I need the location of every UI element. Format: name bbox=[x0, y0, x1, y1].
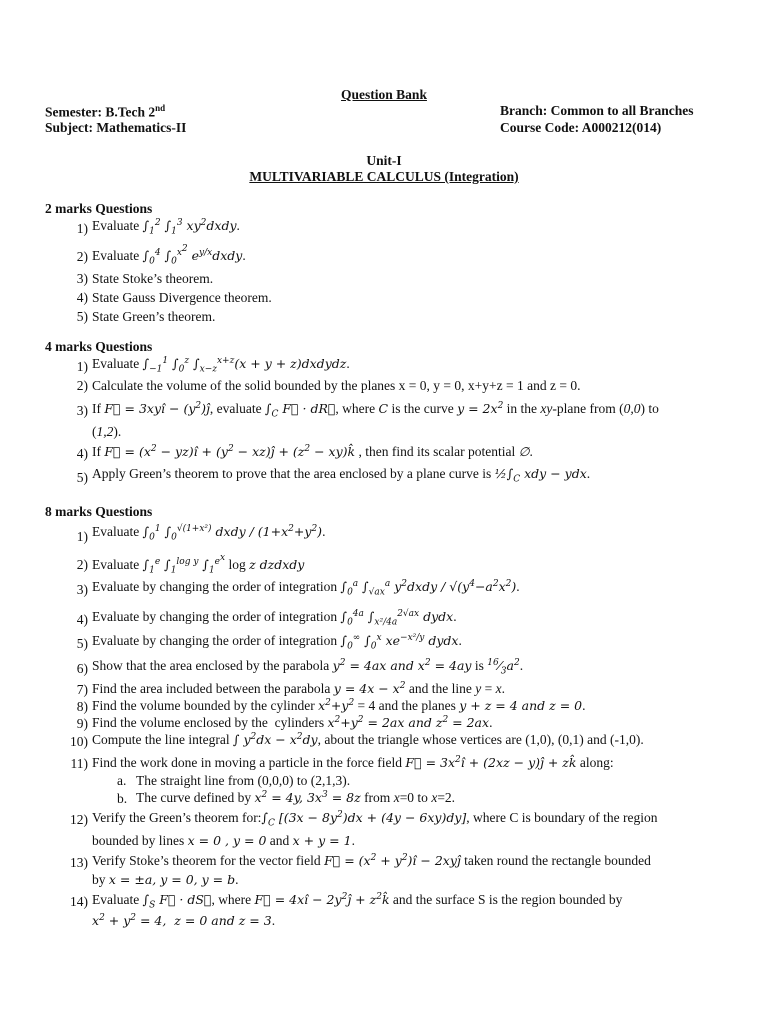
subquestion-text: The curve defined by $x^2 = 4y$, $3x^3 = 8z$ from x=0 to x=2. bbox=[136, 790, 456, 806]
question-text: Apply Green’s theorem to prove that the area enclosed by a plane curve is $\frac{1}{2}\int_C$ xdy − ydx. bbox=[92, 466, 591, 485]
question-text: Compute the line integral ∫ $y^2dx - x^2dy$, about the triangle whose vertices are (1,0), (0,1) and (-1,0). bbox=[92, 732, 644, 748]
question-number: 3) bbox=[76, 582, 88, 597]
question-number: 1) bbox=[76, 359, 88, 374]
question-number: 10) bbox=[70, 734, 88, 749]
question-text: State Green’s theorem. bbox=[92, 309, 216, 324]
question-text-continued: (1,2). bbox=[92, 424, 122, 439]
question-text: Evaluate by changing the order of integration $\int_0^\infty$ $\int_0^x$ $xe^{-x^2/y}$ dydx. bbox=[92, 633, 462, 652]
question-number: 5) bbox=[76, 309, 88, 324]
subquestion-label: b. bbox=[117, 791, 128, 806]
question-text: Evaluate $\int_0^1$ $\int_0^{√(1+x^2)}$ dxdy / $(1+x^2+y^2)$. bbox=[92, 524, 326, 543]
question-text: If F⃗ = ($x^2$ − yz)î + ($y^2$ − xz)ĵ + ($z^2$ − xy)k̂ , then find its scalar potential ∅. bbox=[92, 444, 533, 460]
question-text: State Gauss Divergence theorem. bbox=[92, 290, 272, 305]
question-text: Verify Stoke’s theorem for the vector field F⃗ = ($x^2$ + $y^2)î$ − 2xyĵ taken round the rectangle bounded bbox=[92, 853, 651, 869]
question-number: 5) bbox=[76, 470, 88, 485]
question-text: State Stoke’s theorem. bbox=[92, 271, 214, 286]
question-number: 2) bbox=[76, 378, 88, 393]
question-text: If F⃗ = 3xyî − $(y^2)ĵ$, evaluate $\int_C$ F⃗ · dR⃗, where C is the curve $y = 2x^2$ in the xy-plane from (0,0) to bbox=[92, 401, 659, 420]
question-number: 3) bbox=[76, 271, 88, 286]
question-number: 3) bbox=[76, 403, 88, 418]
question-text: Evaluate $\int_0^4$ $\int_0^{x^2}$ $e^{y/x}dxdy$. bbox=[92, 244, 246, 267]
question-number: 1) bbox=[76, 221, 88, 236]
section-heading-2-marks: 2 marks Questions bbox=[45, 201, 153, 216]
question-text: Evaluate by changing the order of integration $\int_0^a$ $\int_{√ax}^a$ $y^2dxdy / √(y^4-a^2x^2)$. bbox=[92, 579, 520, 598]
subject-label: Subject: Mathematics-II bbox=[45, 120, 187, 135]
question-text: Find the volume enclosed by the cylinders $x^2+y^2 = 2ax$ and $z^2 = 2ax$. bbox=[92, 715, 493, 731]
question-text-continued: $x^2 + y^2 = 4$, z = 0 and z = 3. bbox=[92, 913, 276, 929]
document-title: Question Bank bbox=[341, 87, 427, 102]
question-text-continued: bounded by lines x = 0 , y = 0 and x + y = 1. bbox=[92, 833, 355, 848]
question-text: Evaluate by changing the order of integration $\int_0^{4a}$ $\int_{x^2/4a}^{2√ax}$ dydx. bbox=[92, 609, 457, 628]
unit-title: MULTIVARIABLE CALCULUS (Integration) bbox=[249, 169, 519, 184]
question-text: Find the area included between the parabola $y = 4x - x^2$ and the line y = x. bbox=[92, 681, 505, 697]
question-text: Show that the area enclosed by the parabola $y^2 = 4ax$ and $x^2 = 4ay$ is $^{16}⁄_3a^2$. bbox=[92, 658, 524, 677]
section-heading-4-marks: 4 marks Questions bbox=[45, 339, 153, 354]
question-number: 2) bbox=[76, 557, 88, 572]
question-text: Evaluate $\int_{-1}^1$ $\int_0^z$ $\int_{x-z}^{x+z}(x + y$ + z)dxdydz. bbox=[92, 356, 350, 375]
branch-label: Branch: Common to all Branches bbox=[500, 103, 694, 118]
question-text-continued: by x = ±a, y = 0, y = b. bbox=[92, 872, 239, 887]
question-text: Verify the Green’s theorem $for:\int_C$ $[(3x - 8y^2)dx + (4y - 6xy)dy]$, where C is boundary of the region bbox=[92, 810, 658, 829]
semester-label: Semester: B.Tech 2nd bbox=[45, 103, 166, 120]
subquestion-label: a. bbox=[117, 773, 127, 788]
question-number: 1) bbox=[76, 529, 88, 544]
question-number: 8) bbox=[76, 699, 88, 714]
question-text: Evaluate $\int_S$ F⃗ · dS⃗, where F⃗ = 4xî − $2y^2ĵ$ + $z^2k̂$ and the surface S is the region bounded by bbox=[92, 892, 623, 911]
question-number: 2) bbox=[76, 249, 88, 264]
question-number: 14) bbox=[70, 894, 88, 909]
section-heading-8-marks: 8 marks Questions bbox=[45, 504, 153, 519]
question-text: Evaluate $\int_1^e$ $\int_1^{log y}$ $\int_1^{e^x}$ log z dzdxdy bbox=[92, 553, 305, 576]
question-number: 4) bbox=[76, 446, 88, 461]
unit-label: Unit-I bbox=[366, 153, 402, 168]
question-number: 5) bbox=[76, 636, 88, 651]
question-number: 4) bbox=[76, 612, 88, 627]
question-text: Evaluate $\int_1^2$ $\int_1^3$ $xy^2dxdy$. bbox=[92, 218, 240, 237]
subquestion-text: The straight line from (0,0,0) to (2,1,3). bbox=[136, 773, 351, 788]
question-text: Calculate the volume of the solid bounded by the planes x = 0, y = 0, x+y+z = 1 and z = 0. bbox=[92, 378, 581, 393]
question-number: 4) bbox=[76, 290, 88, 305]
question-number: 9) bbox=[76, 716, 88, 731]
question-text: Find the work done in moving a particle in the force field F⃗ = $3x^2î + (2xz$ − y)ĵ + zk̂ along: bbox=[92, 755, 614, 771]
question-number: 11) bbox=[70, 756, 88, 771]
question-text: Find the volume bounded by the cylinder $x^2+y^2 = 4$ and the planes y + z = 4 and z = 0. bbox=[92, 698, 586, 714]
question-number: 7) bbox=[76, 682, 88, 697]
question-number: 12) bbox=[70, 812, 88, 827]
course-code-label: Course Code: A000212(014) bbox=[500, 120, 662, 135]
question-number: 13) bbox=[70, 855, 88, 870]
question-number: 6) bbox=[76, 661, 88, 676]
